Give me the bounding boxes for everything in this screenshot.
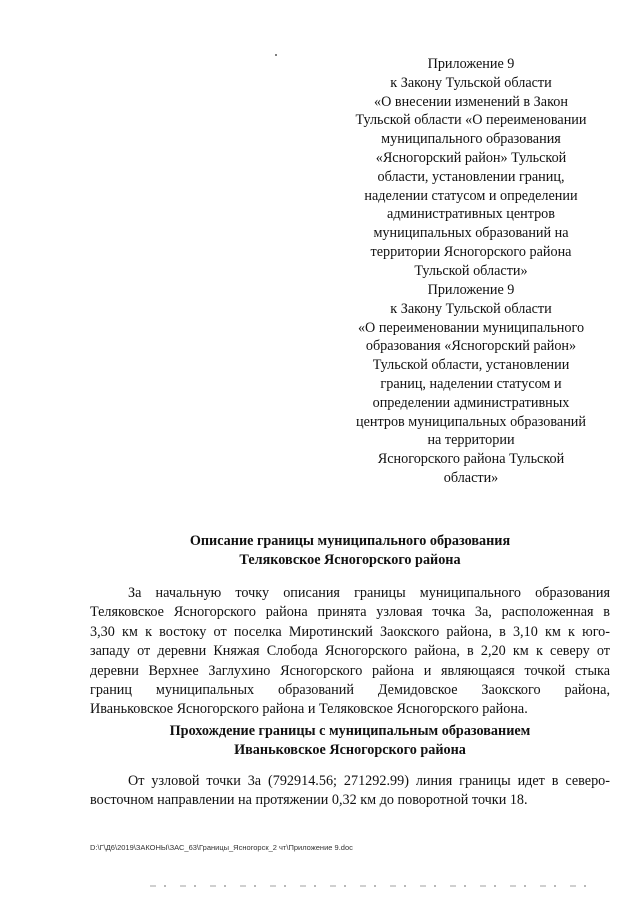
appendix-line: «Ясногорский район» Тульской bbox=[375, 149, 567, 166]
section-heading-line: Прохождение границы с муниципальным образованием bbox=[169, 723, 531, 739]
boundary-paragraph bbox=[90, 772, 610, 811]
appendix-header-original bbox=[326, 281, 616, 488]
file-path-footer: D:\Г\Д6\2019\ЗАКОНЫ\ЗАС_63\Границы_Ясногорск_2 чт\Приложение 9.doc bbox=[90, 843, 353, 852]
paragraph-line: западу от деревни Княжая Слобода Ясногорского района, в 2,20 км к северу от bbox=[90, 643, 610, 660]
scan-speck bbox=[275, 54, 277, 56]
appendix-line: границ, наделении статусом и bbox=[380, 375, 562, 392]
appendix-line: территории Ясногорского района bbox=[370, 243, 572, 260]
appendix-line: Тульской области «О переименовании bbox=[355, 112, 587, 129]
paragraph-line: деревни Верхнее Заглухино Ясногорского района и являющаяся точкой стыка bbox=[90, 662, 610, 679]
paragraph-line: восточном направлении на протяжении 0,32 км до поворотной точки 18. bbox=[90, 792, 528, 809]
appendix-line: административных центров bbox=[387, 206, 555, 223]
paragraph-line: От узловой точки 3а (792914.56; 271292.99) линия границы идет в северо- bbox=[128, 773, 610, 789]
appendix-line: Тульской области» bbox=[414, 262, 528, 279]
appendix-line: «О переименовании муниципального bbox=[357, 319, 585, 336]
appendix-line: центров муниципальных образований bbox=[356, 413, 586, 430]
appendix-line: Приложение 9 bbox=[427, 282, 515, 298]
appendix-header-current bbox=[326, 55, 616, 281]
appendix-line: определении административных bbox=[372, 394, 570, 411]
paragraph-line: За начальную точку описания границы муниципального образования bbox=[128, 585, 610, 601]
appendix-line: к Закону Тульской области bbox=[390, 300, 552, 317]
appendix-line: муниципальных образований на bbox=[373, 225, 569, 242]
paragraph-line: Иваньковское Ясногорского района и Теляковское Ясногорского района. bbox=[90, 701, 528, 718]
document-title bbox=[90, 532, 610, 570]
starting-point-paragraph bbox=[90, 584, 610, 720]
appendix-line: области» bbox=[443, 469, 499, 486]
appendix-line: наделении статусом и определении bbox=[364, 187, 578, 204]
paragraph-line: Теляковское Ясногорского района принята узловая точка 3а, расположенная в bbox=[90, 604, 610, 621]
appendix-line: Приложение 9 bbox=[427, 56, 515, 72]
appendix-line: образования «Ясногорский район» bbox=[365, 338, 577, 355]
appendix-line: Ясногорского района Тульской bbox=[377, 451, 565, 468]
section-heading-line: Иваньковское Ясногорского района bbox=[234, 742, 466, 758]
scan-artifact-strip bbox=[150, 885, 590, 887]
appendix-line: Тульской области, установлении bbox=[372, 357, 570, 374]
appendix-line: области, установлении границ, bbox=[377, 168, 565, 185]
appendix-line: к Закону Тульской области bbox=[390, 74, 552, 91]
title-line: Теляковское Ясногорского района bbox=[239, 552, 461, 568]
title-line: Описание границы муниципального образования bbox=[189, 533, 511, 549]
appendix-line: «О внесении изменений в Закон bbox=[374, 93, 568, 110]
paragraph-line: 3,30 км к востоку от поселка Миротинский Заокского района, в 3,10 км к юго- bbox=[90, 623, 610, 640]
paragraph-line: границ муниципальных образований Демидовское Заокского района, bbox=[90, 682, 610, 699]
appendix-line: муниципального образования bbox=[381, 131, 561, 148]
appendix-line: на территории bbox=[427, 432, 515, 449]
section-heading bbox=[90, 722, 610, 760]
